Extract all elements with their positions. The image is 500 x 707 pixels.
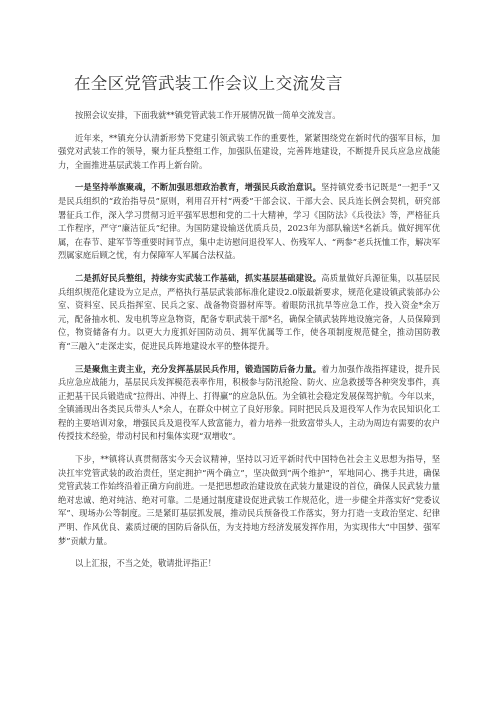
paragraph-lead-sentence: 二是抓好民兵整组，持续夯实武装工作基础，抓实基层基础建设。 xyxy=(75,272,322,283)
document-body xyxy=(58,109,440,548)
paragraph-text: 高质量做好兵源征集，以基层民兵组织规范化建设为立足点，严格执行基层武装部标准化建设2.0版最新要求，规范化建设镇武装部办公室、资料室、民兵指挥室、民兵之家、战备物资器材库等。着眼防汛抗旱等应急工作，投入资金*余万元，配备抽水机、发电机等应急物资，配备专职武装干部*名，确保全镇武装阵地设施完备，人员保障到位，物资储备有力。以更大力度抓好国防动员、拥军优属等工作，使各项制度规范健全，推动国防教育“三融入”走深走实，促进民兵阵地建设水平的整体提升。 xyxy=(58,272,440,351)
closing-line: 以上汇报，不当之处，敬请批评指正！ xyxy=(75,558,217,569)
paragraph-text: 下步，**镇将认真贯彻落实今天会议精神，坚持以习近平新时代中国特色社会主义思想为指导，坚决扛牢党管武装的政治责任，坚定拥护“两个确立”，坚决做到“两个维护”，军地同心、携手共进，确保党管武装工作始终沿着正确方向前进。一是把思想政治建设放在武装力量建设的首位，确保人民武装力量绝对忠诚、绝对纯洁、绝对可靠。二是通过制度建设促进武装工作规范化，进一步健全并落实好“党委议军”、现场办公等制度。三是紧盯基层抓发展，推动民兵预备役工作落实，努力打造一支政治坚定、纪律严明、作风优良、素质过硬的国防后备队伍，为支持地方经济发展发挥作用，为实现伟大“中国梦、强军梦”贡献力量。 xyxy=(58,454,440,546)
paragraph-text: 坚持镇党委书记既是“一把手”又是民兵组织的“政治指导员”原则，利用召开村“两委”干部会议、干部大会、民兵连长例会契机，研究部署征兵工作，深入学习贯彻习近平强军思想和党的二十大精神，学习《国防法》《兵役法》等，严格征兵工作程序，严守“廉洁征兵”纪律。为国防建设输送优质兵员，2023年为部队输送*名新兵。做好拥军优属，在春节、建军节等重要时间节点，集中走访慰问退役军人、伤残军人、“两参”老兵抚恤工作，解决军烈属家庭后顾之忧，有力保障军人军属合法权益。 xyxy=(58,182,440,261)
paragraph-text: 近年来，**镇充分认清新形势下党建引领武装工作的重要性，紧紧围绕党在新时代的强军目标，加强党对武装工作的领导，聚力征兵整组工作，加强队伍建设，完善阵地建设，不断提升民兵应急应战能力，全面推进基层武装工作再上新台阶。 xyxy=(58,132,440,170)
body-paragraph xyxy=(58,109,440,123)
document-title: 在全区党管武装工作会议上交流发言 xyxy=(74,74,343,93)
body-paragraph xyxy=(58,272,440,354)
body-paragraph xyxy=(58,363,440,445)
paragraph-text: 按照会议安排，下面我就**镇党管武装工作开展情况做一简单交流发言。 xyxy=(75,110,341,120)
paragraph-lead-sentence: 一是坚持举旗聚魂，不断加强思想政治教育，增强民兵政治意识。 xyxy=(75,182,322,193)
body-paragraph xyxy=(58,181,440,263)
body-paragraph xyxy=(58,132,440,173)
paragraph-lead-sentence: 三是聚焦主责主业，充分发挥基层民兵作用，锻造国防后备力量。 xyxy=(75,363,322,374)
body-paragraph xyxy=(58,453,440,548)
paragraph-text: 着力加强作战指挥建设，提升民兵应急应战能力，基层民兵发挥模范表率作用，积极参与防汛抢险、防火、应急救援等各种突发事件，真正把基干民兵锻造成“拉得出、冲得上、打得赢”的应急队伍。为全镇社会稳定发展保驾护航。今年以来，全镇涌现出各类民兵带头人*余人，在群众中树立了良好形象。同时把民兵及退役军人作为农民知识化工程的主要培训对象，增强民兵及退役军人致富能力，着力培养一批致富带头人，主动为周边有需要的农户传授技术经验，带动村民和村集体实现“双增收”。 xyxy=(58,363,440,442)
